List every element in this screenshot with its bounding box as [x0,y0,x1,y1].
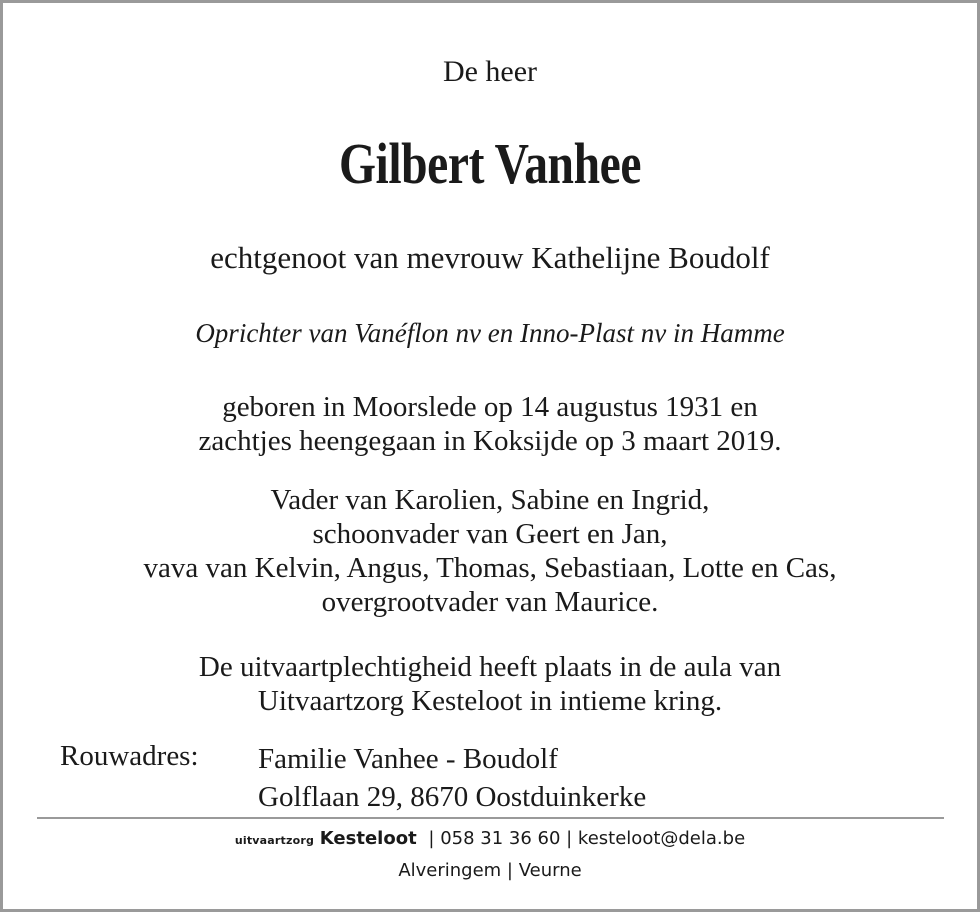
great-grandchildren-line: overgrootvader van Maurice. [321,586,659,618]
grandchildren-line: vava van Kelvin, Angus, Thomas, Sebastiaan, Lotte en Cas, [143,552,837,584]
spouse-line: echtgenoot van mevrouw Kathelijne Boudolf [210,240,770,275]
children-line: Vader van Karolien, Sabine en Ingrid, [270,484,710,516]
address-name: Familie Vanhee - Boudolf [258,743,558,775]
ceremony-line-2: Uitvaartzorg Kesteloot in intieme kring. [257,685,723,717]
role-line: Oprichter van Vanéflon nv en Inno-Plast nv in Hamme [195,318,785,348]
family-paragraph [0,483,980,619]
salutation: De heer [442,55,538,88]
birth-line: geboren in Moorslede op 14 augustus 1931 en [222,391,758,423]
footer-divider [37,817,944,819]
birth-death-paragraph [0,390,980,458]
funeral-home-locations: Alveringem | Veurne [398,860,582,881]
address-block [258,740,646,816]
contact-details: | 058 31 36 60 | kesteloot@dela.be [428,828,746,849]
address-street: Golflaan 29, 8670 Oostduinkerke [258,781,647,813]
deceased-name: Gilbert Vanhee [338,131,642,196]
death-line: zachtjes heengegaan in Koksijde op 3 maart 2019. [198,425,782,457]
ceremony-paragraph [0,650,980,718]
in-laws-line: schoonvader van Geert en Jan, [312,518,668,550]
brand-name: Kesteloot [319,828,417,849]
address-label: Rouwadres: [60,740,199,772]
brand-prefix: uitvaartzorg [234,834,315,847]
ceremony-line-1: De uitvaartplechtigheid heeft plaats in de aula van [198,651,782,683]
funeral-home-contact [0,828,980,849]
